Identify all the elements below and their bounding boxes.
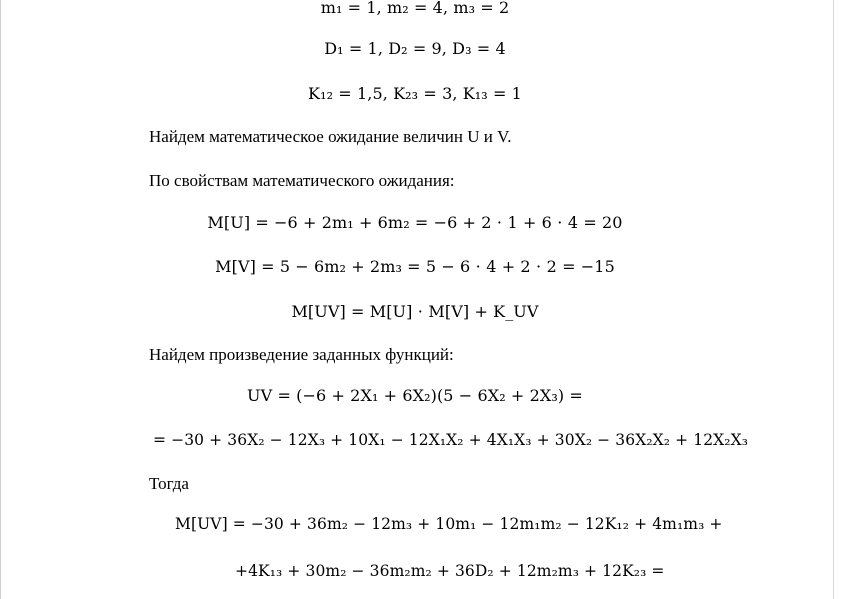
- covariances-line: K₁₂ = 1,5, K₂₃ = 3, K₁₃ = 1: [308, 84, 522, 103]
- formula-product-uv: UV = (−6 + 2X₁ + 6X₂)(5 − 6X₂ + 2X₃) =: [247, 386, 583, 405]
- formula-expectation-v: M[V] = 5 − 6m₂ + 2m₃ = 5 − 6 ⋅ 4 + 2 ⋅ 2 = −15: [215, 257, 615, 276]
- means-line: m₁ = 1, m₂ = 4, m₃ = 2: [320, 0, 510, 17]
- formula-expectation-uv-expanded-1: M[UV] = −30 + 36m₂ − 12m₃ + 10m₁ − 12m₁m₂ − 12K₁₂ + 4m₁m₃ +: [175, 515, 723, 533]
- formula-expectation-uv: M[UV] = M[U] ⋅ M[V] + K_UV: [291, 302, 539, 321]
- formula-product-expanded: = −30 + 36X₂ − 12X₃ + 10X₁ − 12X₁X₂ + 4X₁X₃ + 30X₂ − 36X₂X₂ + 12X₂X₃: [153, 431, 749, 449]
- paragraph-properties: По свойствам математического ожидания:: [149, 171, 455, 190]
- page-right-margin: [833, 0, 863, 599]
- formula-expectation-uv-expanded-2: +4K₁₃ + 30m₂ − 36m₂m₂ + 36D₂ + 12m₂m₃ + 12K₂₃ =: [235, 562, 665, 580]
- paragraph-then: Тогда: [149, 474, 189, 493]
- paragraph-find-expectation: Найдем математическое ожидание величин U и V.: [149, 127, 512, 146]
- paragraph-product: Найдем произведение заданных функций:: [149, 345, 454, 364]
- formula-expectation-u: M[U] = −6 + 2m₁ + 6m₂ = −6 + 2 ⋅ 1 + 6 ⋅ 4 = 20: [207, 213, 623, 232]
- variances-line: D₁ = 1, D₂ = 9, D₃ = 4: [324, 39, 506, 58]
